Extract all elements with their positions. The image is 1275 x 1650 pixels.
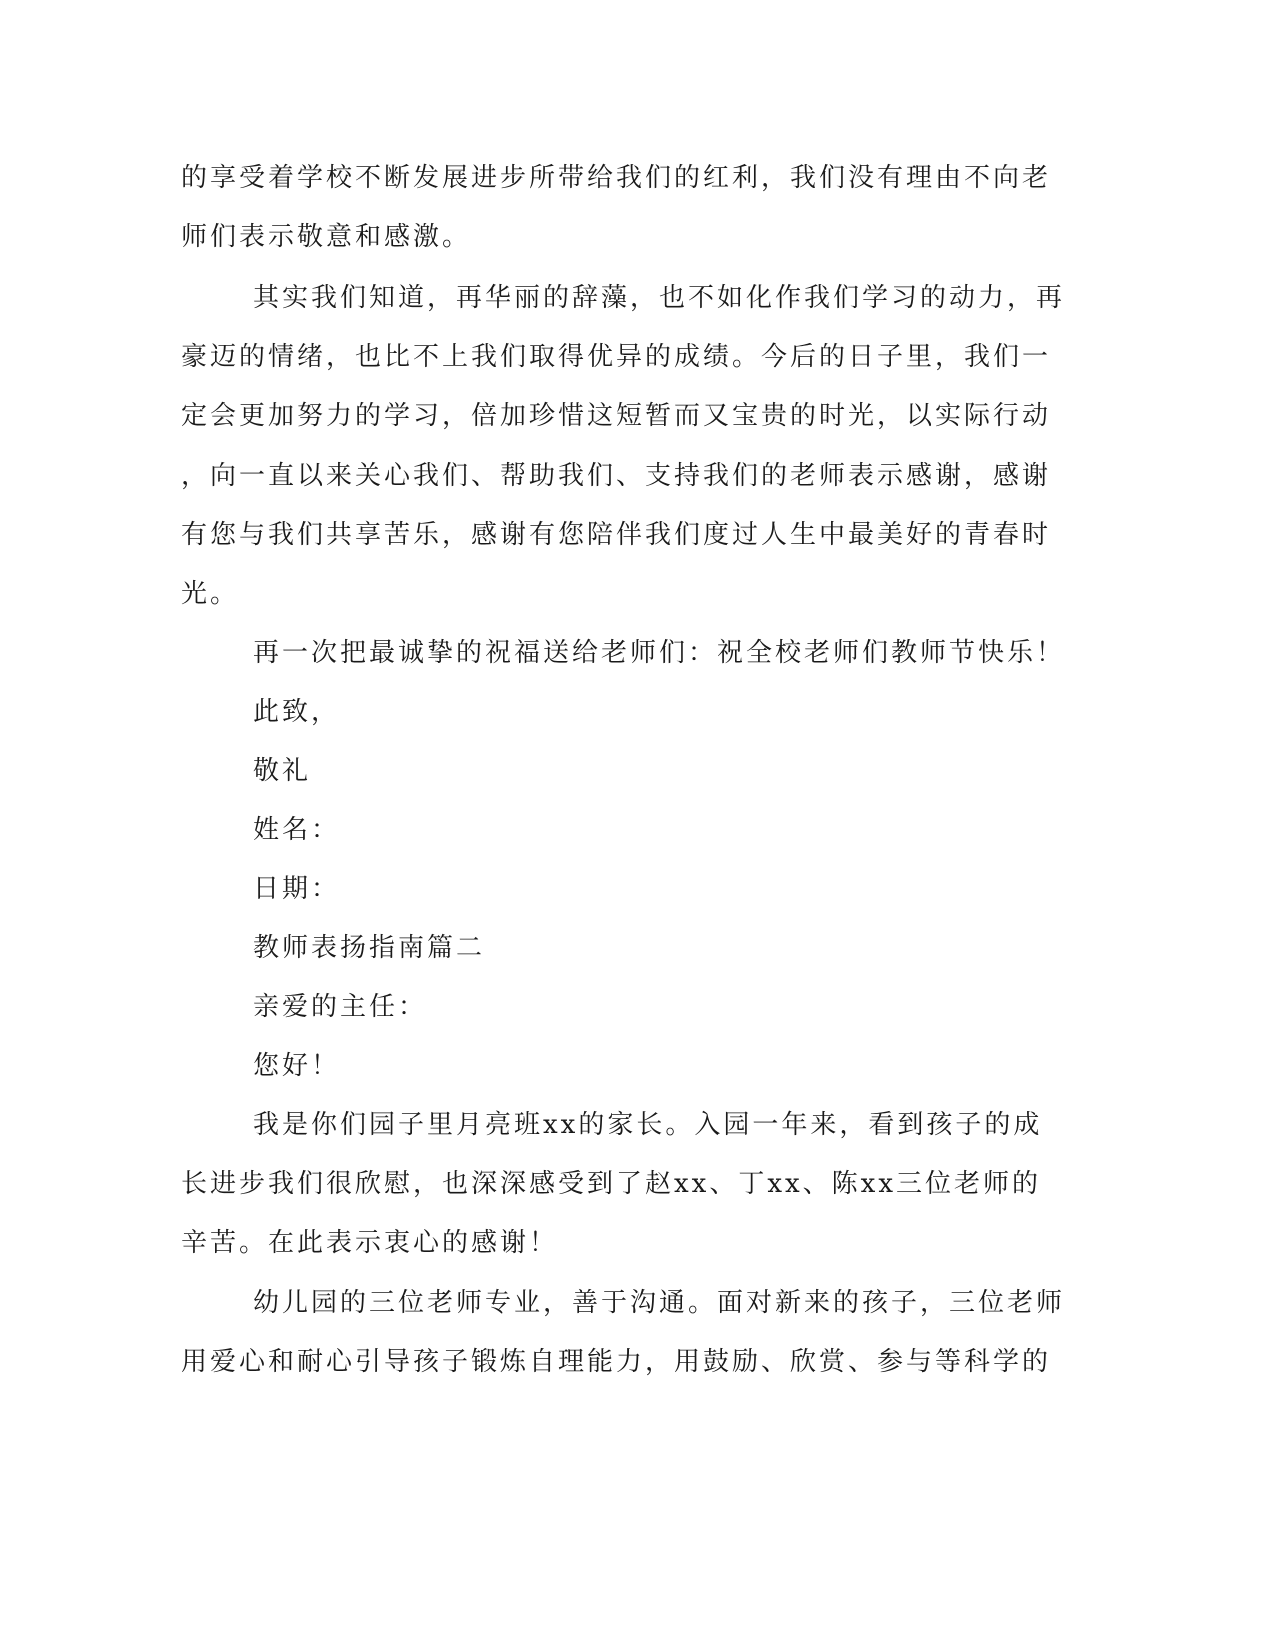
text-line: 辛苦。在此表示衷心的感谢！	[181, 1228, 559, 1258]
text-line: 幼儿园的三位老师专业，善于沟通。面对新来的孩子，三位老师	[253, 1288, 1066, 1318]
text-line: 定会更加努力的学习，倍加珍惜这短暂而又宝贵的时光，以实际行动	[181, 401, 1052, 431]
text-line: 的享受着学校不断发展进步所带给我们的红利，我们没有理由不向老	[181, 163, 1052, 193]
text-line: 豪迈的情绪，也比不上我们取得优异的成绩。今后的日子里，我们一	[181, 342, 1052, 372]
text-line: 我是你们园子里月亮班xx的家长。入园一年来，看到孩子的成	[253, 1110, 1043, 1140]
section-heading: 教师表扬指南篇二	[253, 933, 486, 963]
text-line: 光。	[181, 579, 240, 609]
text-line: 长进步我们很欣慰，也深深感受到了赵xx、丁xx、陈xx三位老师的	[181, 1169, 1041, 1199]
text-line: 有您与我们共享苦乐，感谢有您陪伴我们度过人生中最美好的青春时	[181, 520, 1052, 550]
text-line: 其实我们知道，再华丽的辞藻，也不如化作我们学习的动力，再	[253, 283, 1066, 313]
name-field-label: 姓名：	[253, 815, 341, 845]
date-field-label: 日期：	[253, 874, 341, 904]
text-line: 再一次把最诚挚的祝福送给老师们：祝全校老师们教师节快乐！	[253, 638, 1066, 668]
text-line: 师们表示敬意和感激。	[181, 222, 472, 252]
letter-greeting: 亲爱的主任：	[253, 992, 428, 1022]
text-line: ，向一直以来关心我们、帮助我们、支持我们的老师表示感谢，感谢	[181, 461, 1052, 491]
text-line: 用爱心和耐心引导孩子锻炼自理能力，用鼓励、欣赏、参与等科学的	[181, 1347, 1052, 1377]
letter-greeting: 您好！	[253, 1051, 341, 1081]
closing-salutation: 此致，	[253, 697, 341, 727]
closing-regards: 敬礼	[253, 756, 312, 786]
